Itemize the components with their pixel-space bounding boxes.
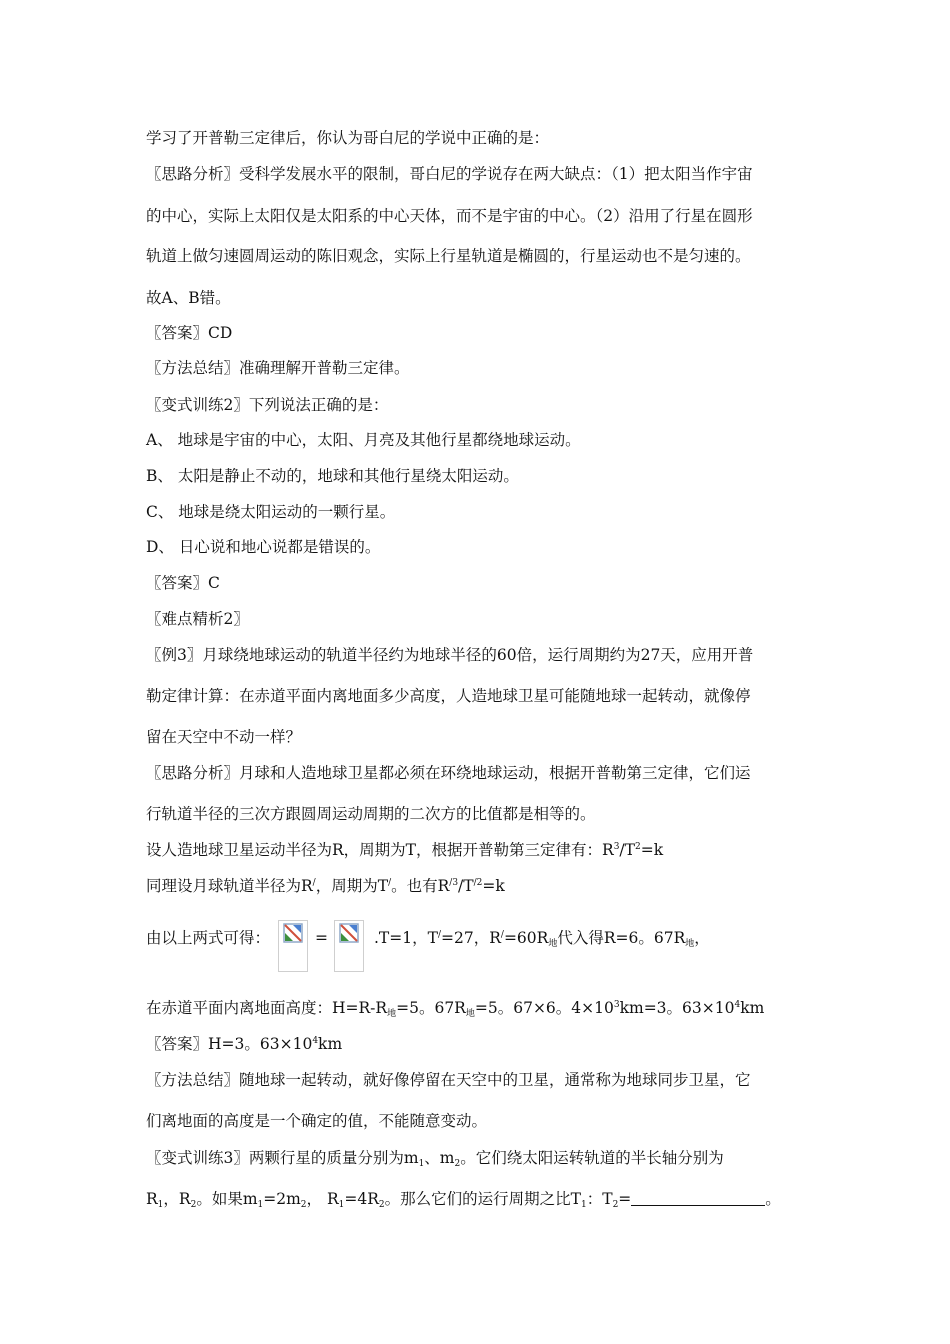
- text-line: D、 日心说和地心说都是错误的。: [146, 538, 381, 556]
- text-line: 〖答案〗CD: [146, 324, 233, 342]
- text-line: 的中心，实际上太阳仅是太阳系的中心天体，而不是宇宙的中心。（2）沿用了行星在圆形: [146, 207, 753, 225]
- text-line: 故A、B错。: [146, 289, 231, 307]
- text-line: 由以上两式可得：: [146, 929, 271, 947]
- text-line: C、 地球是绕太阳运动的一颗行星。: [146, 503, 396, 521]
- text-line: 勒定律计算：在赤道平面内离地面多少高度，人造地球卫星可能随地球一起转动，就像停: [146, 687, 751, 705]
- broken-image-icon: [283, 923, 303, 943]
- text-line: 〖难点精析2〗: [146, 610, 249, 628]
- text-line: 〖思路分析〗月球和人造地球卫星都必须在环绕地球运动，根据开普勒第三定律，它们运: [146, 764, 751, 782]
- text-line: 们离地面的高度是一个确定的值，不能随意变动。: [146, 1112, 488, 1130]
- text-line: 留在天空中不动一样？: [146, 728, 302, 746]
- formula-image: [278, 920, 308, 972]
- text-line: 〖例3〗月球绕地球运动的轨道半径约为地球半径的60倍，运行周期约为27天，应用开普: [146, 646, 754, 664]
- text-line: $R_1$，$R_2$。如果$m_1=2m_2$， $R_1=4R_2$。那么它们的运行周期之比$T_1$：$T_2=$ 。: [146, 1190, 781, 1210]
- text-line: 〖变式训练2〗下列说法正确的是：: [146, 396, 389, 414]
- text-line: 同理设月球轨道半径为R/，周期为T/。也有$R^{/3}/T^{/2}=k$: [146, 877, 505, 895]
- text-line: 〖答案〗H=3。$63\times 10^4km$: [146, 1035, 343, 1053]
- formula-image: [334, 920, 364, 972]
- equals-sign: =: [315, 929, 328, 947]
- text-line: A、 地球是宇宙的中心，太阳、月亮及其他行星都绕地球运动。: [146, 431, 581, 449]
- text-line: .T=1，T/=27，$R^/=60R_地$代入得R=6。$67R_地$，: [374, 929, 710, 949]
- text-line: 〖变式训练3〗两颗行星的质量分别为$m_1$、$m_2$。它们绕太阳运转轨道的半长轴分别为: [146, 1149, 724, 1169]
- text-line: B、 太阳是静止不动的，地球和其他行星绕太阳运动。: [146, 467, 519, 485]
- text-line: 〖方法总结〗准确理解开普勒三定律。: [146, 359, 410, 377]
- answer-blank[interactable]: [631, 1191, 765, 1206]
- text-line: 学习了开普勒三定律后，你认为哥白尼的学说中正确的是：: [146, 129, 550, 147]
- text-line: 〖思路分析〗受科学发展水平的限制，哥白尼的学说存在两大缺点：（1）把太阳当作宇宙: [146, 165, 753, 183]
- text-line: 在赤道平面内离地面高度：$H=R-R_地=5$。$67R_地=5$。67×6。$4\times 10^3km=3$。$63\times 10^4km$: [146, 999, 765, 1019]
- broken-image-icon: [339, 923, 359, 943]
- text-line: 行轨道半径的三次方跟圆周运动周期的二次方的比值都是相等的。: [146, 805, 596, 823]
- text-line: 〖答案〗C: [146, 574, 220, 592]
- text-line: 轨道上做匀速圆周运动的陈旧观念，实际上行星轨道是椭圆的，行星运动也不是匀速的。: [146, 247, 751, 265]
- text-line: 〖方法总结〗随地球一起转动，就好像停留在天空中的卫星，通常称为地球同步卫星，它: [146, 1071, 751, 1089]
- text-line: 设人造地球卫星运动半径为R，周期为T，根据开普勒第三定律有：$R^3/T^2=k$: [146, 841, 664, 859]
